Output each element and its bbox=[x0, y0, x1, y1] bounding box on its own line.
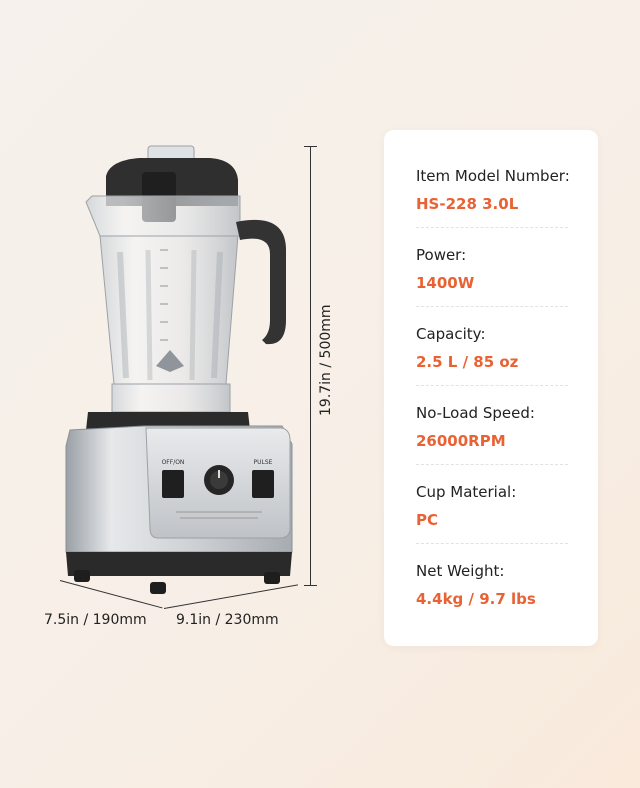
spec-power bbox=[416, 245, 576, 293]
depth-dimension-label: 7.5in / 190mm bbox=[44, 612, 147, 628]
width-dimension-label: 9.1in / 230mm bbox=[176, 612, 279, 628]
divider bbox=[416, 227, 568, 228]
pulse-switch-label: PULSE bbox=[253, 459, 273, 466]
spec-model bbox=[416, 166, 576, 214]
spec-label: Power: bbox=[416, 246, 467, 264]
divider bbox=[416, 306, 568, 307]
spec-value: 1400W bbox=[416, 274, 475, 292]
spec-net-weight bbox=[416, 561, 576, 609]
spec-value: 26000RPM bbox=[416, 432, 506, 450]
power-switch bbox=[162, 470, 184, 498]
divider bbox=[416, 543, 568, 544]
height-dimension-label: 19.7in / 500mm bbox=[318, 304, 334, 416]
spec-label: No-Load Speed: bbox=[416, 404, 535, 422]
spec-label: Net Weight: bbox=[416, 562, 505, 580]
spec-value: HS-228 3.0L bbox=[416, 195, 519, 213]
spec-value: PC bbox=[416, 511, 439, 529]
spec-label: Cup Material: bbox=[416, 483, 517, 501]
height-dimension-line bbox=[310, 146, 311, 586]
spec-card bbox=[384, 130, 598, 646]
spec-cup-material bbox=[416, 482, 576, 530]
pulse-switch bbox=[252, 470, 274, 498]
divider bbox=[416, 464, 568, 465]
spec-speed bbox=[416, 403, 576, 451]
jar-handle bbox=[236, 220, 286, 344]
power-switch-label: OFF/ON bbox=[161, 459, 185, 466]
spec-label: Item Model Number: bbox=[416, 167, 570, 185]
spec-value: 2.5 L / 85 oz bbox=[416, 353, 519, 371]
spec-value: 4.4kg / 9.7 lbs bbox=[416, 590, 536, 608]
spec-label: Capacity: bbox=[416, 325, 486, 343]
divider bbox=[416, 385, 568, 386]
spec-capacity bbox=[416, 324, 576, 372]
